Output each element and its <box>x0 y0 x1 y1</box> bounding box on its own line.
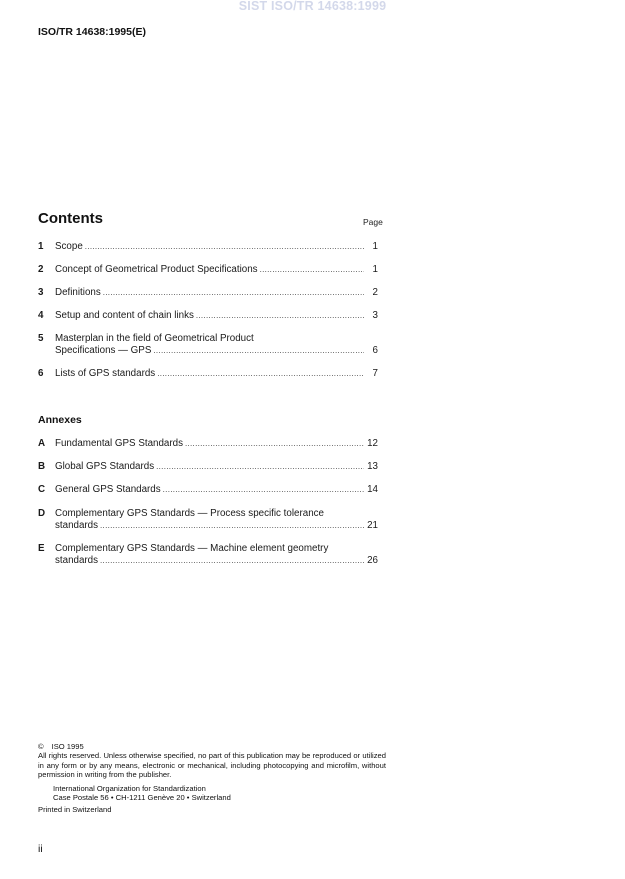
annex-entry-page: 26 <box>367 555 378 566</box>
publisher-address <box>53 784 373 803</box>
toc-entry-number: 2 <box>38 264 44 275</box>
toc-entry-page: 2 <box>372 287 378 298</box>
leader-dots <box>100 555 364 567</box>
annex-entry-title: Complementary GPS Standards — Process specific tolerance <box>55 508 324 519</box>
page-column-label: Page <box>363 217 383 227</box>
leader-dots <box>196 310 364 322</box>
toc-entry-number: 5 <box>38 333 44 344</box>
annex-entry-page: 14 <box>367 484 378 495</box>
toc-entry-title: Lists of GPS standards <box>55 368 156 379</box>
annexes-title: Annexes <box>38 414 82 426</box>
annex-entry-letter: E <box>38 543 45 554</box>
annex-entry-title: Global GPS Standards <box>55 461 155 472</box>
toc-entry-page: 1 <box>372 241 378 252</box>
toc-entry[interactable] <box>38 287 378 299</box>
toc-entry-title: Masterplan in the field of Geometrical Product <box>55 333 254 344</box>
leader-dots <box>153 345 364 357</box>
printed-in: Printed in Switzerland <box>38 805 112 814</box>
toc-entry[interactable] <box>38 241 378 253</box>
toc-entry-title-continued: Specifications — GPS <box>55 345 152 356</box>
toc-entry-title: Scope <box>55 241 83 252</box>
annex-entry-title-continued: standards <box>55 555 99 566</box>
annex-entry-letter: A <box>38 438 46 449</box>
toc-entry[interactable] <box>38 333 378 357</box>
contents-title: Contents <box>38 210 103 227</box>
rights-text: All rights reserved. Unless otherwise specified, no part of this publication may be reproduced or utilized in any form or by any means, electronic or mechanical, including photocopying and microfilm, without permission in writing from the publisher. <box>38 751 386 779</box>
copyright-symbol: © <box>38 742 44 751</box>
annex-entry[interactable] <box>38 484 378 496</box>
toc-entry[interactable] <box>38 264 378 276</box>
annex-entry[interactable] <box>38 438 378 450</box>
leader-dots <box>103 287 364 299</box>
toc-entry[interactable] <box>38 368 378 380</box>
annex-entry[interactable] <box>38 543 378 567</box>
annex-entry-letter: D <box>38 508 46 519</box>
toc-entry-number: 1 <box>38 241 44 252</box>
page-folio: ii <box>38 843 43 855</box>
annex-entry-page: 21 <box>367 520 378 531</box>
leader-dots <box>163 484 364 496</box>
leader-dots <box>157 368 364 380</box>
annex-entry[interactable] <box>38 461 378 473</box>
toc-entry-number: 4 <box>38 310 44 321</box>
copyright-year: ISO 1995 <box>51 742 84 751</box>
leader-dots <box>260 264 364 276</box>
leader-dots <box>156 461 364 473</box>
annex-entry-letter: C <box>38 484 46 495</box>
leader-dots <box>185 438 364 450</box>
toc-entry-page: 6 <box>372 345 378 356</box>
watermark: SIST ISO/TR 14638:1999 <box>238 0 387 13</box>
organization-name: International Organization for Standardization <box>53 784 206 793</box>
toc-entry[interactable] <box>38 310 378 322</box>
annex-entry-title: Complementary GPS Standards — Machine element geometry <box>55 543 329 554</box>
toc-entry-page: 7 <box>372 368 378 379</box>
toc-entry-number: 6 <box>38 368 44 379</box>
copyright-notice <box>38 742 386 779</box>
document-id: ISO/TR 14638:1995(E) <box>38 26 146 38</box>
toc-entry-page: 1 <box>372 264 378 275</box>
toc-entry-number: 3 <box>38 287 44 298</box>
annex-entry-page: 13 <box>367 461 378 472</box>
toc-entry-title: Concept of Geometrical Product Specifications <box>55 264 258 275</box>
annex-entry-title: Fundamental GPS Standards <box>55 438 183 449</box>
toc-entry-title: Definitions <box>55 287 101 298</box>
annex-entry-title: General GPS Standards <box>55 484 161 495</box>
toc-entry-page: 3 <box>372 310 378 321</box>
organization-address: Case Postale 56 • CH-1211 Genève 20 • Switzerland <box>53 793 231 803</box>
leader-dots <box>85 241 364 253</box>
annex-entry-title-continued: standards <box>55 520 99 531</box>
toc-entry-title: Setup and content of chain links <box>55 310 194 321</box>
annex-entry[interactable] <box>38 508 378 532</box>
annex-entry-page: 12 <box>367 438 378 449</box>
leader-dots <box>100 520 364 532</box>
annex-entry-letter: B <box>38 461 46 472</box>
